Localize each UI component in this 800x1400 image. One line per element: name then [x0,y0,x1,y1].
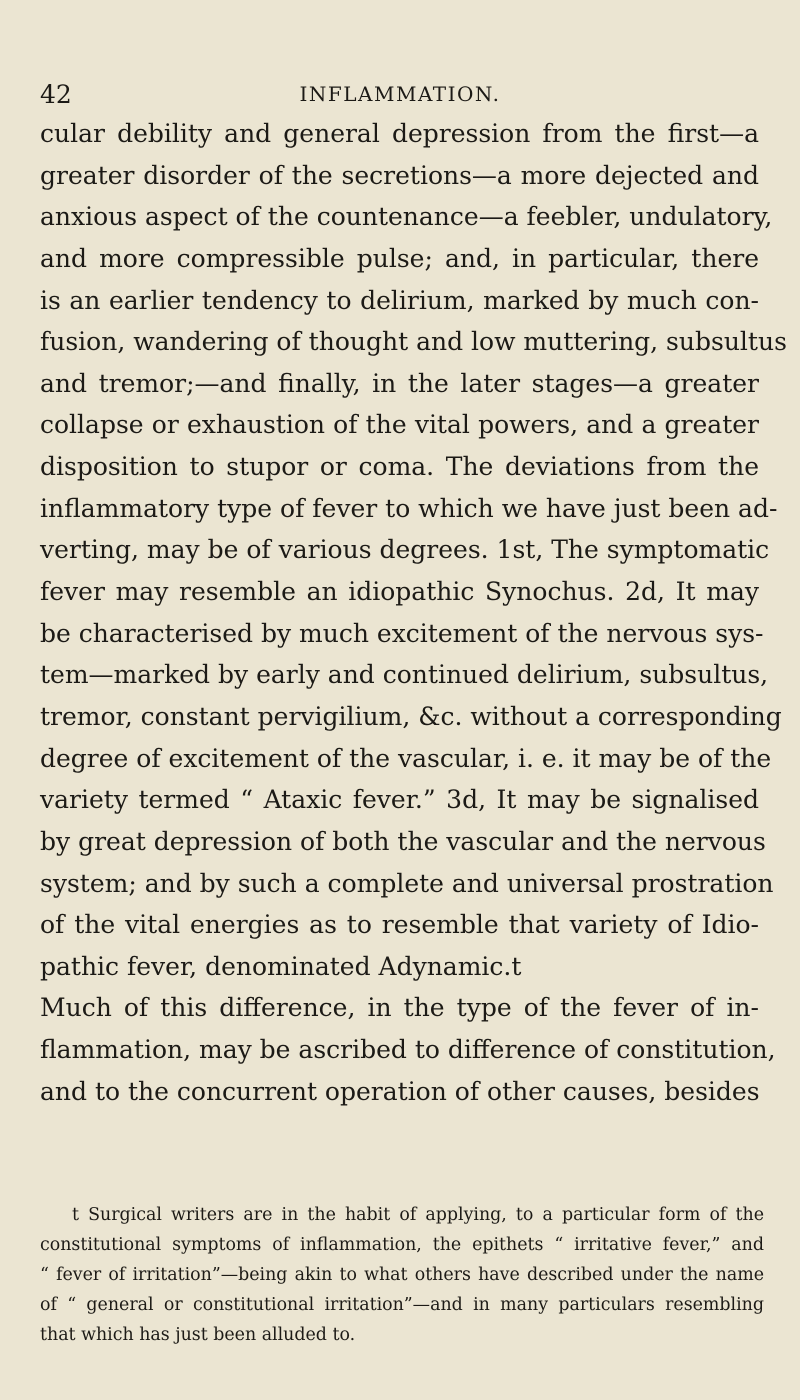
text-line: and to the concurrent operation of other causes, besides [40,1076,760,1106]
text-line: verting, may be of various degrees. 1st, The symptomatic [40,535,770,565]
footnote-line: constitutional symptoms of inflammation, the epithets “ irritative fever,” and [40,1235,764,1255]
text-line: of the vital energies as to resemble that variety of Idio- [40,910,759,940]
footnote-line: of “ general or constitutional irritation”—and in many particulars resembling [40,1295,764,1315]
footnote [40,1200,764,1350]
text-line: and tremor;—and finally, in the later stages—a greater [40,368,759,398]
text-line: fever may resemble an idiopathic Synochus. 2d, It may [40,577,759,607]
footnote-line: “ fever of irritation”—being akin to what others have described under the name [40,1265,764,1285]
text-line: and more compressible pulse; and, in particular, there [40,243,759,273]
body-text [40,113,787,1112]
running-title: INFLAMMATION. [299,82,501,106]
text-line: by great depression of both the vascular and the nervous [40,826,766,856]
text-line: tremor, constant pervigilium, &c. without a corresponding [40,701,782,731]
text-line: fusion, wandering of thought and low muttering, subsultus [40,327,787,357]
text-line: Much of this difference, in the type of the fever of in- [40,993,759,1023]
footnote-line: that which has just been alluded to. [40,1325,356,1345]
text-line: tem—marked by early and continued delirium, subsultus, [40,660,769,690]
text-line: flammation, may be ascribed to difference of constitution, [40,1035,776,1065]
text-line: anxious aspect of the countenance—a feebler, undulatory, [40,202,773,232]
text-line: variety termed “ Ataxic fever.” 3d, It may be signalised [40,785,759,815]
text-line: is an earlier tendency to delirium, marked by much con- [40,285,759,315]
text-line: be characterised by much excitement of the nervous sys- [40,618,764,648]
text-line: greater disorder of the secretions—a more dejected and [40,160,759,190]
text-line: pathic fever, denominated Adynamic.t [40,951,522,981]
footnote-line: t Surgical writers are in the habit of applying, to a particular form of the [72,1205,764,1225]
text-line: cular debility and general depression from the first—a [40,119,759,148]
text-line: disposition to stupor or coma. The deviations from the [40,452,759,482]
text-line: inflammatory type of fever to which we have just been ad- [40,493,778,523]
text-line: degree of excitement of the vascular, i. e. it may be of the [40,743,772,773]
page-number: 42 [40,80,72,109]
text-line: collapse or exhaustion of the vital powers, and a greater [40,410,759,440]
text-line: system; and by such a complete and universal prostration [40,868,774,898]
